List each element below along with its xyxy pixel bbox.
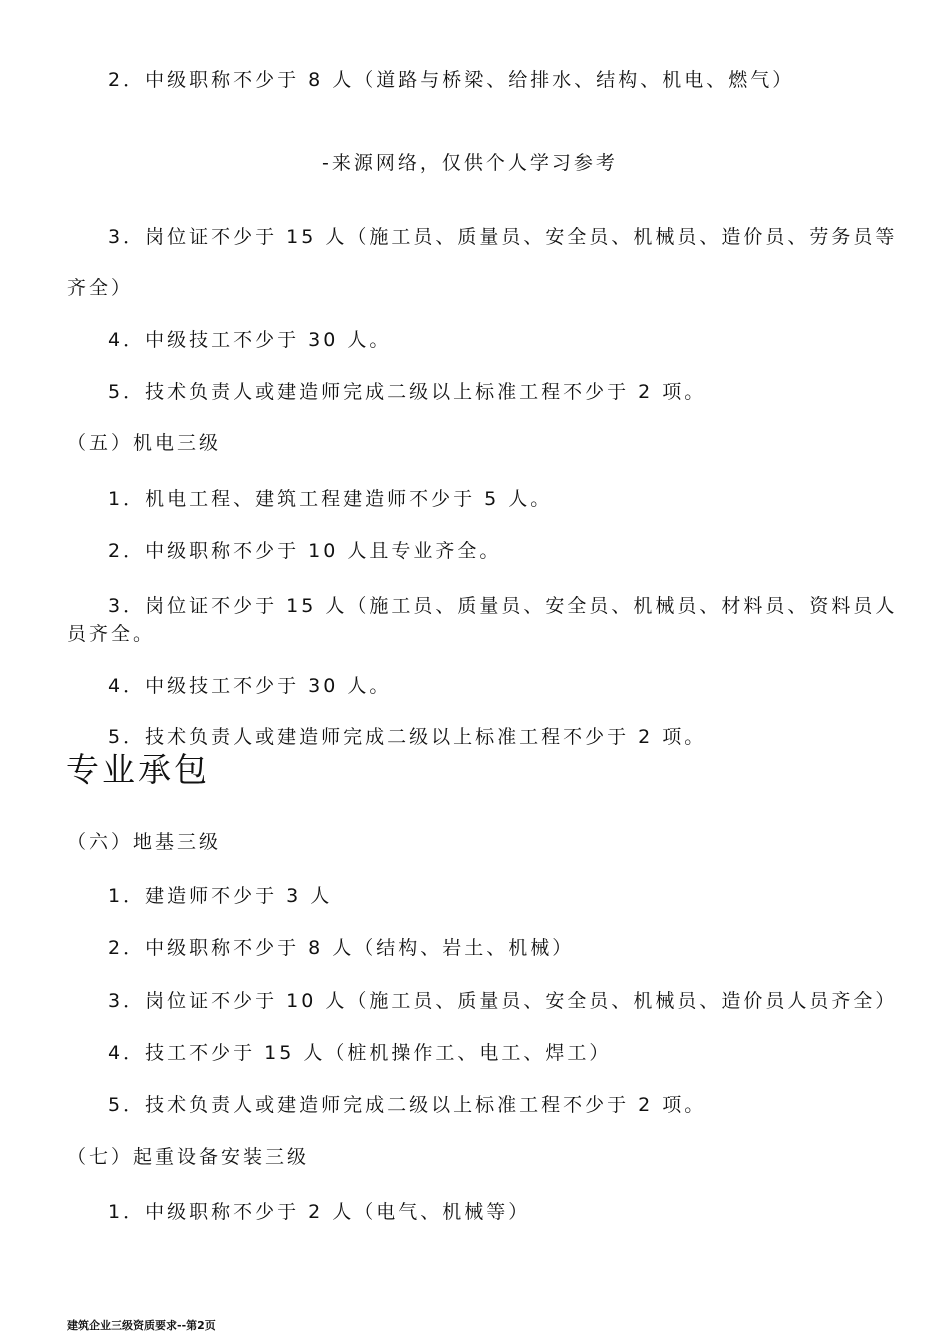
section-heading-6: （六）地基三级 bbox=[67, 831, 222, 853]
line-4: 齐全） bbox=[67, 277, 134, 299]
line-5: 4．中级技工不少于 30 人。 bbox=[108, 329, 392, 351]
line-18: 4．技工不少于 15 人（桩机操作工、电工、焊工） bbox=[108, 1042, 612, 1064]
line-19: 5．技术负责人或建造师完成二级以上标准工程不少于 2 项。 bbox=[108, 1094, 707, 1116]
line-11: 员齐全。 bbox=[67, 623, 156, 645]
line-3: 3．岗位证不少于 15 人（施工员、质量员、安全员、机械员、造价员、劳务员等 bbox=[108, 226, 898, 248]
section-heading-5: （五）机电三级 bbox=[67, 432, 222, 454]
line-21: 1．中级职称不少于 2 人（电气、机械等） bbox=[108, 1201, 531, 1223]
line-13: 5．技术负责人或建造师完成二级以上标准工程不少于 2 项。 bbox=[108, 726, 707, 748]
line-8: 1．机电工程、建筑工程建造师不少于 5 人。 bbox=[108, 488, 553, 510]
page-footer: 建筑企业三级资质要求--第2页 bbox=[67, 1319, 216, 1332]
line-10: 3．岗位证不少于 15 人（施工员、质量员、安全员、机械员、材料员、资料员人 bbox=[108, 595, 898, 617]
line-17: 3．岗位证不少于 10 人（施工员、质量员、安全员、机械员、造价员人员齐全） bbox=[108, 990, 898, 1012]
major-heading: 专业承包 bbox=[66, 750, 210, 789]
line-15: 1．建造师不少于 3 人 bbox=[108, 885, 333, 907]
line-16: 2．中级职称不少于 8 人（结构、岩土、机械） bbox=[108, 937, 575, 959]
line-9: 2．中级职称不少于 10 人且专业齐全。 bbox=[108, 540, 502, 562]
section-heading-7: （七）起重设备安装三级 bbox=[67, 1146, 310, 1168]
line-1: 2．中级职称不少于 8 人（道路与桥梁、给排水、结构、机电、燃气） bbox=[108, 69, 795, 91]
line-12: 4．中级技工不少于 30 人。 bbox=[108, 675, 392, 697]
source-note: -来源网络，仅供个人学习参考 bbox=[322, 152, 618, 174]
line-6: 5．技术负责人或建造师完成二级以上标准工程不少于 2 项。 bbox=[108, 381, 707, 403]
